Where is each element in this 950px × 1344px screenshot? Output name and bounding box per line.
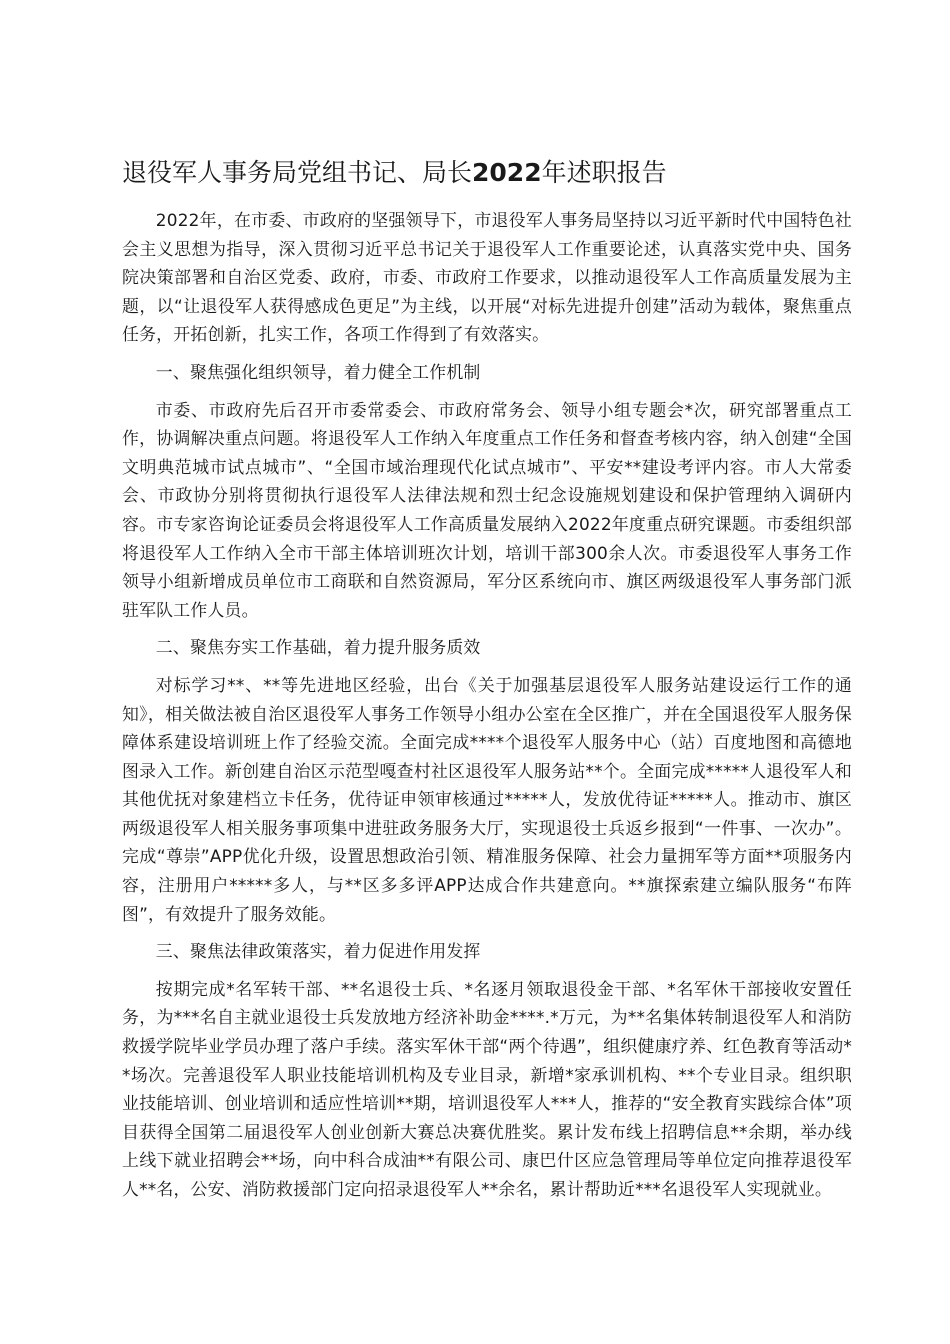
title-suffix: 年述职报告 [541, 158, 667, 187]
title-year: 2022 [472, 158, 542, 187]
section-2-heading: 二、聚焦夯实工作基础，着力提升服务质效 [155, 637, 481, 658]
document-body [122, 206, 852, 1213]
intro-paragraph: 2022年，在市委、市政府的坚强领导下，市退役军人事务局坚持以习近平新时代中国特色社会主义思想为指导，深入贯彻习近平总书记关于退役军人工作重要论述，认真落实党中央、国务院决策部署和自治区党委、政府，市委、市政府工作要求，以推动退役军人工作高质量发展为主题，以“让退役军人获得感成色更足”为主线，以开展“对标先进提升创建”活动为载体，聚焦重点任务，开拓创新，扎实工作，各项工作得到了有效落实。 [122, 210, 852, 345]
section-2-paragraph: 对标学习**、**等先进地区经验，出台《关于加强基层退役军人服务站建设运行工作的通知》，相关做法被自治区退役军人事务工作领导小组办公室在全区推广，并在全国退役军人服务保障体系建设培训班上作了经验交流。全面完成****个退役军人服务中心（站）百度地图和高德地图录入工作。新创建自治区示范型嘎查村社区退役军人服务站**个。全面完成*****人退役军人和其他优抚对象建档立卡任务，优待证申领审核通过*****人，发放优待证*****人。推动市、旗区两级退役军人相关服务事项集中进驻政务服务大厅，实现退役士兵返乡报到“一件事、一次办”。完成“尊崇”APP优化升级，设置思想政治引领、精准服务保障、社会力量拥军等方面**项服务内容，注册用户*****多人，与**区多多评APP达成合作共建意向。**旗探索建立编队服务“布阵图”，有效提升了服务效能。 [122, 674, 852, 924]
section-3-heading: 三、聚焦法律政策落实，着力促进作用发挥 [155, 941, 481, 962]
document-title [122, 151, 842, 195]
title-prefix: 退役军人事务局党组书记、局长 [122, 158, 473, 187]
section-3-paragraph: 按期完成*名军转干部、**名退役士兵、*名逐月领取退役金干部、*名军休干部接收安置任务，为***名自主就业退役士兵发放地方经济补助金****.*万元，为**名集体转制退役军人和消防救援学院毕业学员办理了落户手续。落实军休干部“两个待遇”，组织健康疗养、红色教育等活动**场次。完善退役军人职业技能培训机构及专业目录，新增*家承训机构、**个专业目录。组织职业技能培训、创业培训和适应性培训**期，培训退役军人***人，推荐的“安全教育实践综合体”项目获得全国第二届退役军人创业创新大赛总决赛优胜奖。累计发布线上招聘信息**余期，举办线上线下就业招聘会**场，向中科合成油**有限公司、康巴什区应急管理局等单位定向推荐退役军人**名，公安、消防救援部门定向招录退役军人**余名，累计帮助近***名退役军人实现就业。 [122, 978, 852, 1199]
section-1-paragraph: 市委、市政府先后召开市委常委会、市政府常务会、领导小组专题会*次，研究部署重点工作，协调解决重点问题。将退役军人工作纳入年度重点工作任务和督查考核内容，纳入创建“全国文明典范城市试点城市”、“全国市域治理现代化试点城市”、平安**建设考评内容。市人大常委会、市政协分别将贯彻执行退役军人法律法规和烈士纪念设施规划建设和保护管理纳入调研内容。市专家咨询论证委员会将退役军人工作高质量发展纳入2022年度重点研究课题。市委组织部将退役军人工作纳入全市干部主体培训班次计划，培训干部300余人次。市委退役军人事务工作领导小组新增成员单位市工商联和自然资源局，军分区系统向市、旗区两级退役军人事务部门派驻军队工作人员。 [122, 399, 852, 620]
section-1-heading: 一、聚焦强化组织领导，着力健全工作机制 [155, 361, 481, 382]
